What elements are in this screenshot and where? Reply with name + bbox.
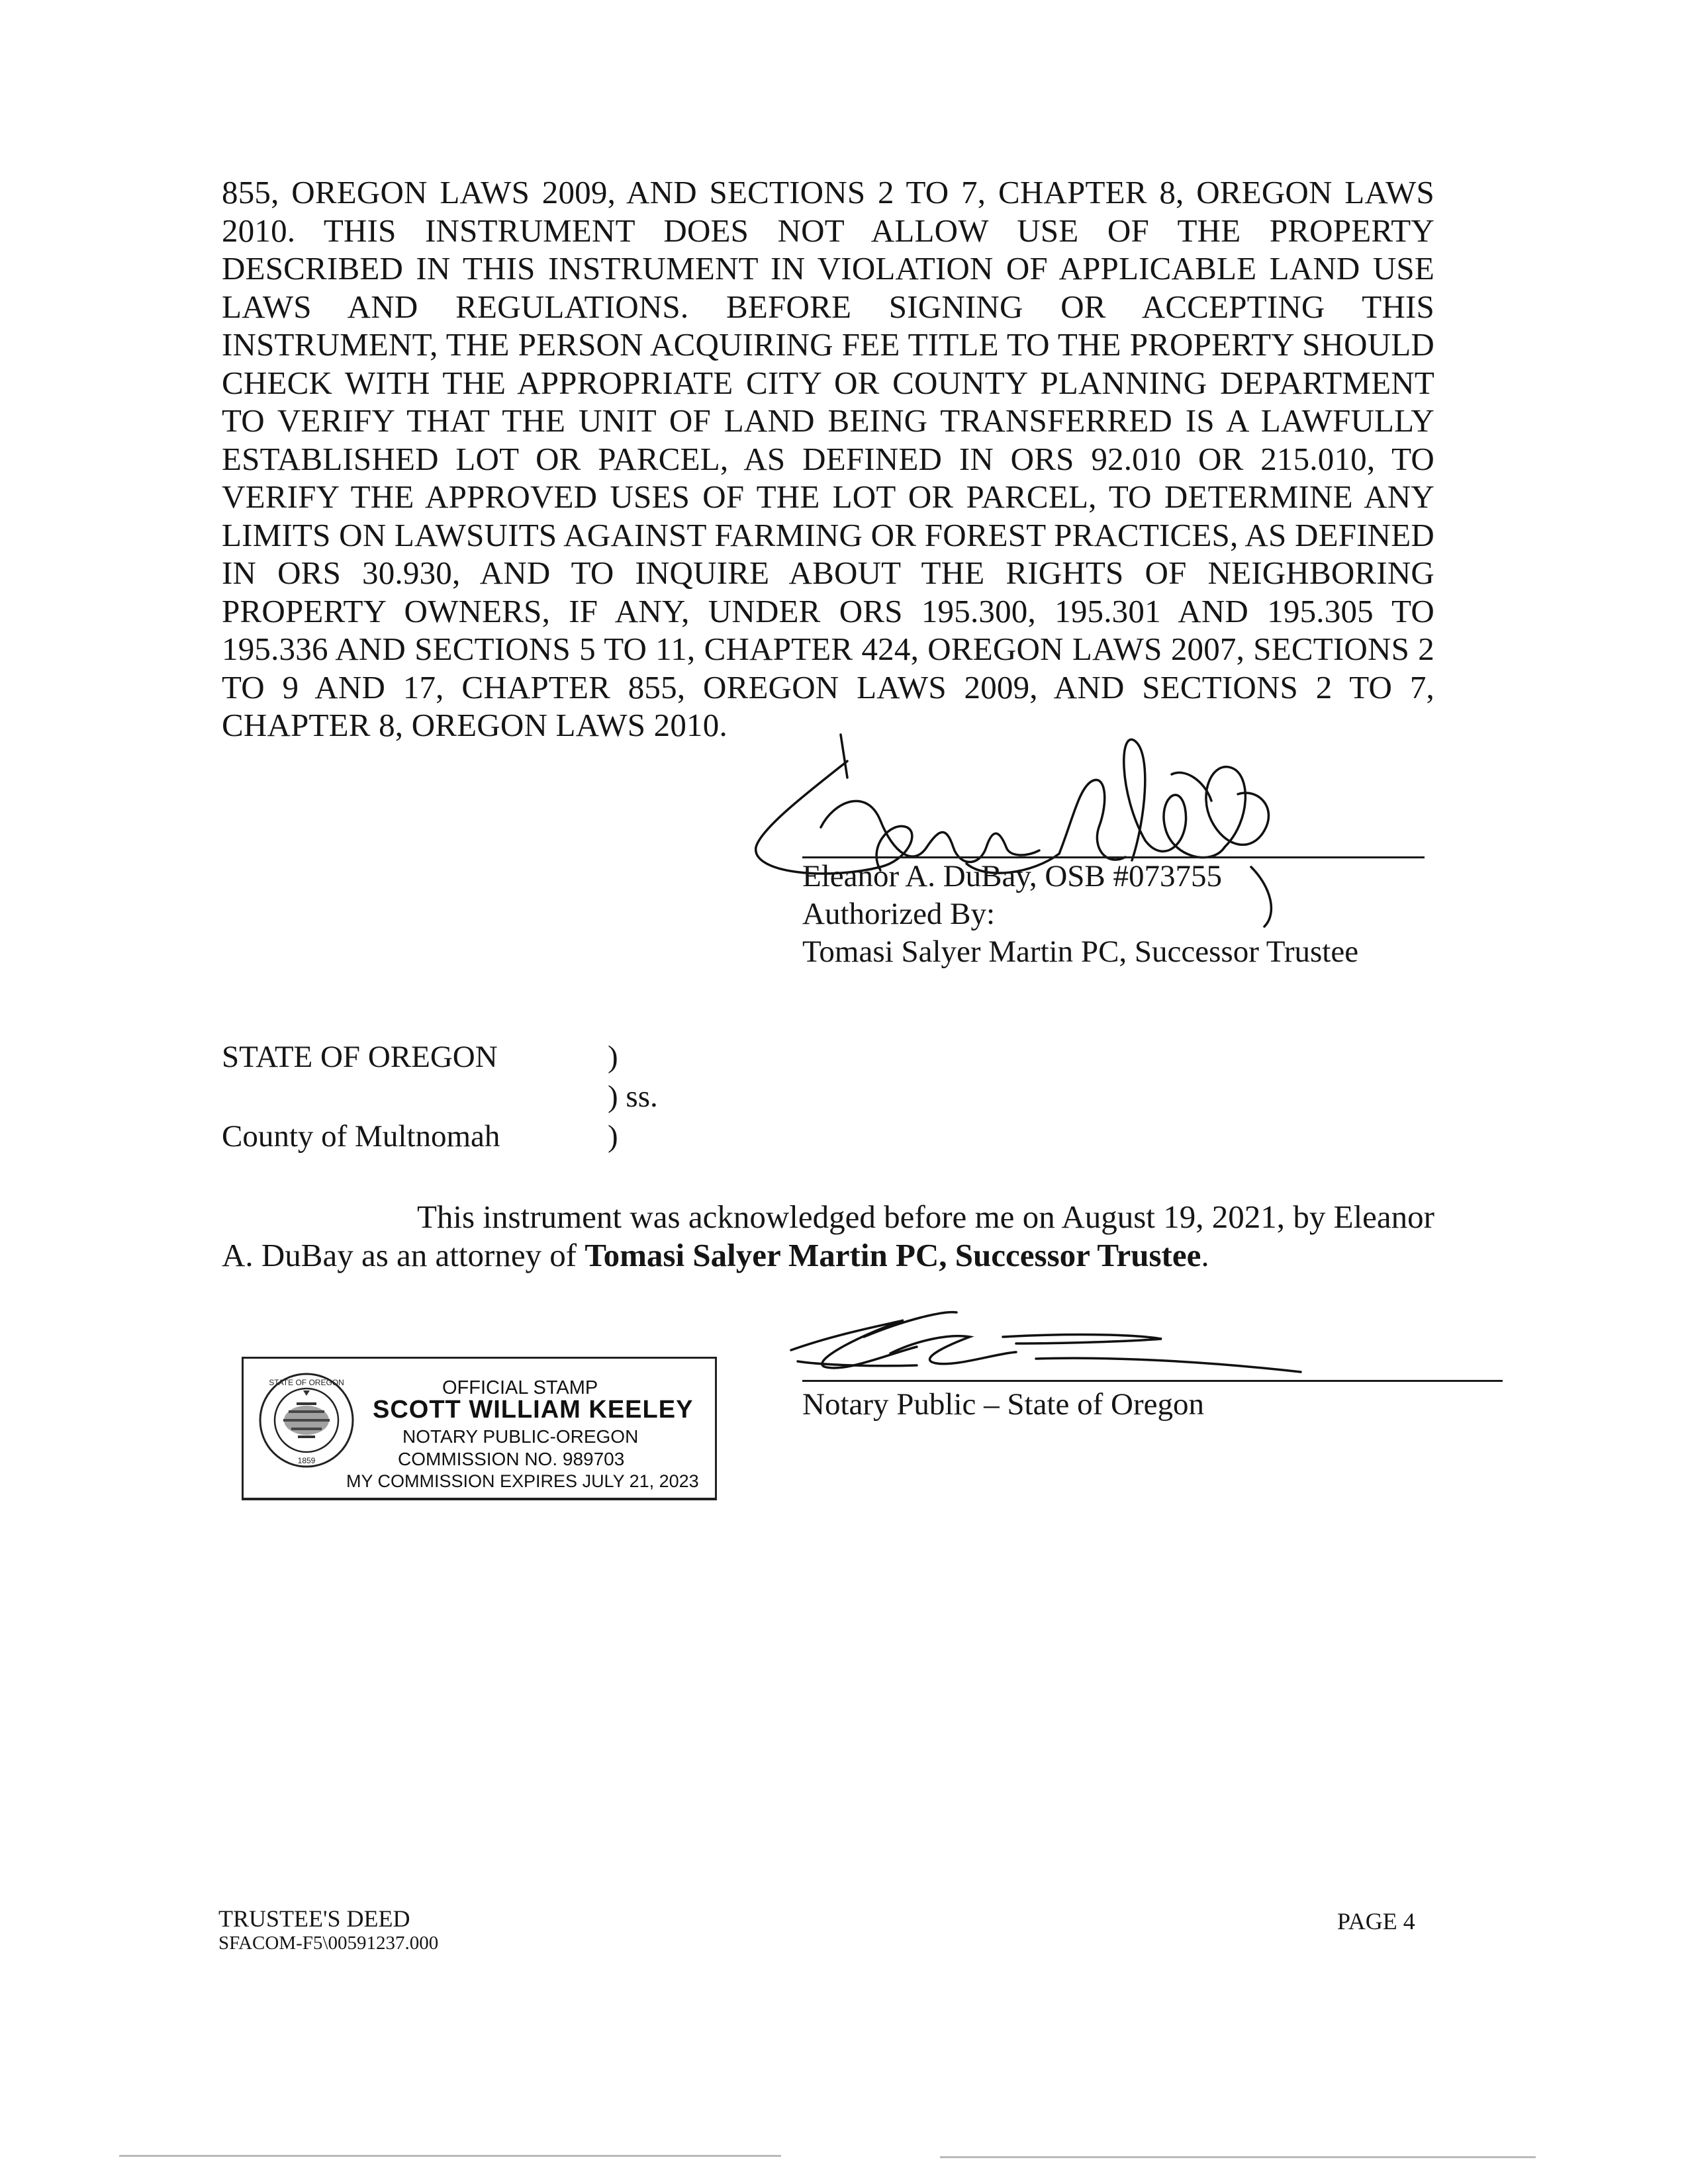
seal-state-text: STATE OF OREGON [269, 1378, 344, 1387]
stamp-commission-number: COMMISSION NO. 989703 [398, 1449, 625, 1469]
stamp-notary-title: NOTARY PUBLIC-OREGON [402, 1426, 639, 1447]
signer-name: Eleanor A. DuBay, OSB #073755 [802, 859, 1223, 893]
venue-state: STATE OF OREGON [222, 1040, 498, 1074]
scan-artifact [119, 2155, 781, 2157]
footer-doc-title: TRUSTEE'S DEED [218, 1905, 410, 1932]
seal-year-text: 1859 [297, 1456, 316, 1465]
state-seal-icon [257, 1371, 356, 1470]
notary-caption: Notary Public – State of Oregon [802, 1387, 1204, 1422]
scan-artifact [940, 2156, 1536, 2158]
stamp-header: OFFICIAL STAMP [442, 1377, 598, 1398]
acknowledgment-paragraph [222, 1198, 1434, 1275]
venue-county: County of Multnomah [222, 1119, 500, 1154]
acknowledgment-period: . [1201, 1237, 1209, 1273]
signer-entity: Tomasi Salyer Martin PC, Successor Trustee [802, 934, 1359, 969]
notary-signature [784, 1307, 1314, 1380]
acknowledgment-text: This instrument was acknowledged before me on August 19, 2021, by Eleanor A. DuBay as an attorney of [222, 1199, 1434, 1273]
notary-signature-line [802, 1380, 1503, 1382]
signer-authorized-by: Authorized By: [802, 897, 996, 931]
notary-stamp [242, 1357, 717, 1500]
footer-doc-code: SFACOM-F5\00591237.000 [218, 1933, 439, 1954]
legal-notice-paragraph: 855, OREGON LAWS 2009, AND SECTIONS 2 TO 7, CHAPTER 8, OREGON LAWS 2010. THIS INSTRUMENT DOES NOT ALLOW USE OF THE PROPERTY DESCRIBED IN THIS INSTRUMENT IN VIOLATION OF APPLICABLE LAND USE LAWS AND REGULATIONS. BEFORE SIGNING OR ACCEPTING THIS INSTRUMENT, THE PERSON ACQUIRING FEE TITLE TO THE PROPERTY SHOULD CHECK WITH THE APPROPRIATE CITY OR COUNTY PLANNING DEPARTMENT TO VERIFY THAT THE UNIT OF LAND BEING TRANSFERRED IS A LAWFULLY ESTABLISHED LOT OR PARCEL, AS DEFINED IN ORS 92.010 OR 215.010, TO VERIFY THE APPROVED USES OF THE LOT OR PARCEL, TO DETERMINE ANY LIMITS ON LAWSUITS AGAINST FARMING OR FOREST PRACTICES, AS DEFINED IN ORS 30.930, AND TO INQUIRE ABOUT THE RIGHTS OF NEIGHBORING PROPERTY OWNERS, IF ANY, UNDER ORS 195.300, 195.301 AND 195.305 TO 195.336 AND SECTIONS 5 TO 11, CHAPTER 424, OREGON LAWS 2007, SECTIONS 2 TO 9 AND 17, CHAPTER 855, OREGON LAWS 2009, AND SECTIONS 2 TO 7, CHAPTER 8, OREGON LAWS 2010. [222, 174, 1434, 743]
footer-page-number: PAGE 4 [1337, 1908, 1415, 1934]
acknowledgment-entity: Tomasi Salyer Martin PC, Successor Trustee [585, 1237, 1201, 1273]
venue-paren-top: ) [608, 1040, 618, 1074]
venue-paren-bottom: ) [608, 1119, 618, 1154]
venue-ss: ) ss. [608, 1079, 658, 1114]
stamp-expiration: MY COMMISSION EXPIRES JULY 21, 2023 [346, 1471, 699, 1491]
stamp-notary-name: SCOTT WILLIAM KEELEY [373, 1396, 694, 1424]
